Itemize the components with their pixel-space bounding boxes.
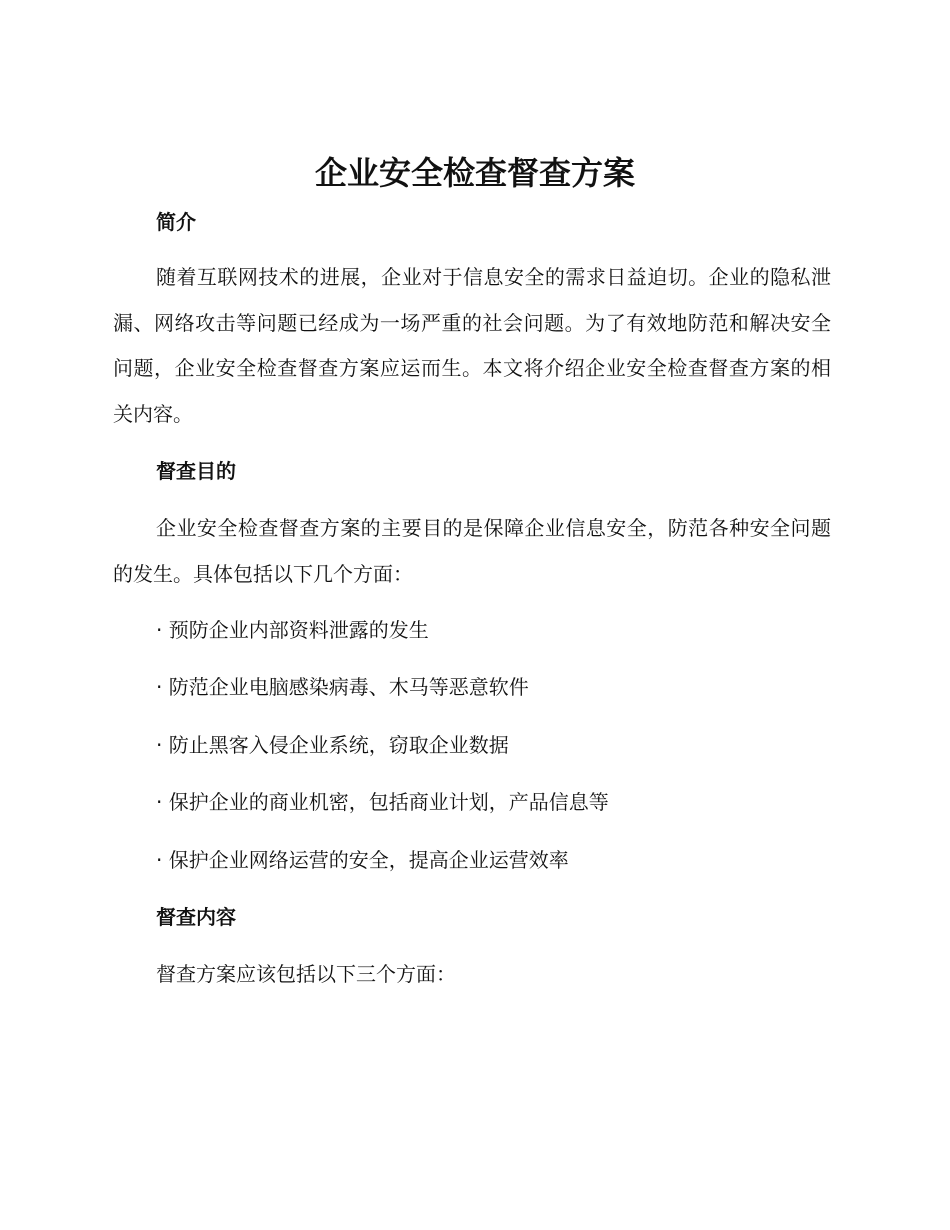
- list-item: · 保护企业网络运营的安全，提高企业运营效率: [156, 848, 569, 872]
- purpose-paragraph: 企业安全检查督查方案的主要目的是保障企业信息安全，防范各种安全问题的发生。具体包括以下几个方面：: [113, 516, 831, 586]
- section-heading-content: 督查内容: [156, 905, 236, 929]
- content-intro-line: 督查方案应该包括以下三个方面：: [156, 962, 456, 986]
- list-item: · 保护企业的商业机密，包括商业计划，产品信息等: [156, 790, 609, 814]
- list-item: · 预防企业内部资料泄露的发生: [156, 618, 429, 642]
- document-title: 企业安全检查督查方案: [314, 154, 635, 192]
- list-item: · 防范企业电脑感染病毒、木马等恶意软件: [156, 675, 529, 699]
- list-item: · 防止黑客入侵企业系统，窃取企业数据: [156, 733, 509, 757]
- section-heading-intro: 简介: [156, 210, 196, 234]
- intro-paragraph: 随着互联网技术的进展，企业对于信息安全的需求日益迫切。企业的隐私泄漏、网络攻击等问题已经成为一场严重的社会问题。为了有效地防范和解决安全问题，企业安全检查督查方案应运而生。本文将介绍企业安全检查督查方案的相关内容。: [113, 265, 831, 426]
- section-heading-purpose: 督查目的: [156, 459, 236, 483]
